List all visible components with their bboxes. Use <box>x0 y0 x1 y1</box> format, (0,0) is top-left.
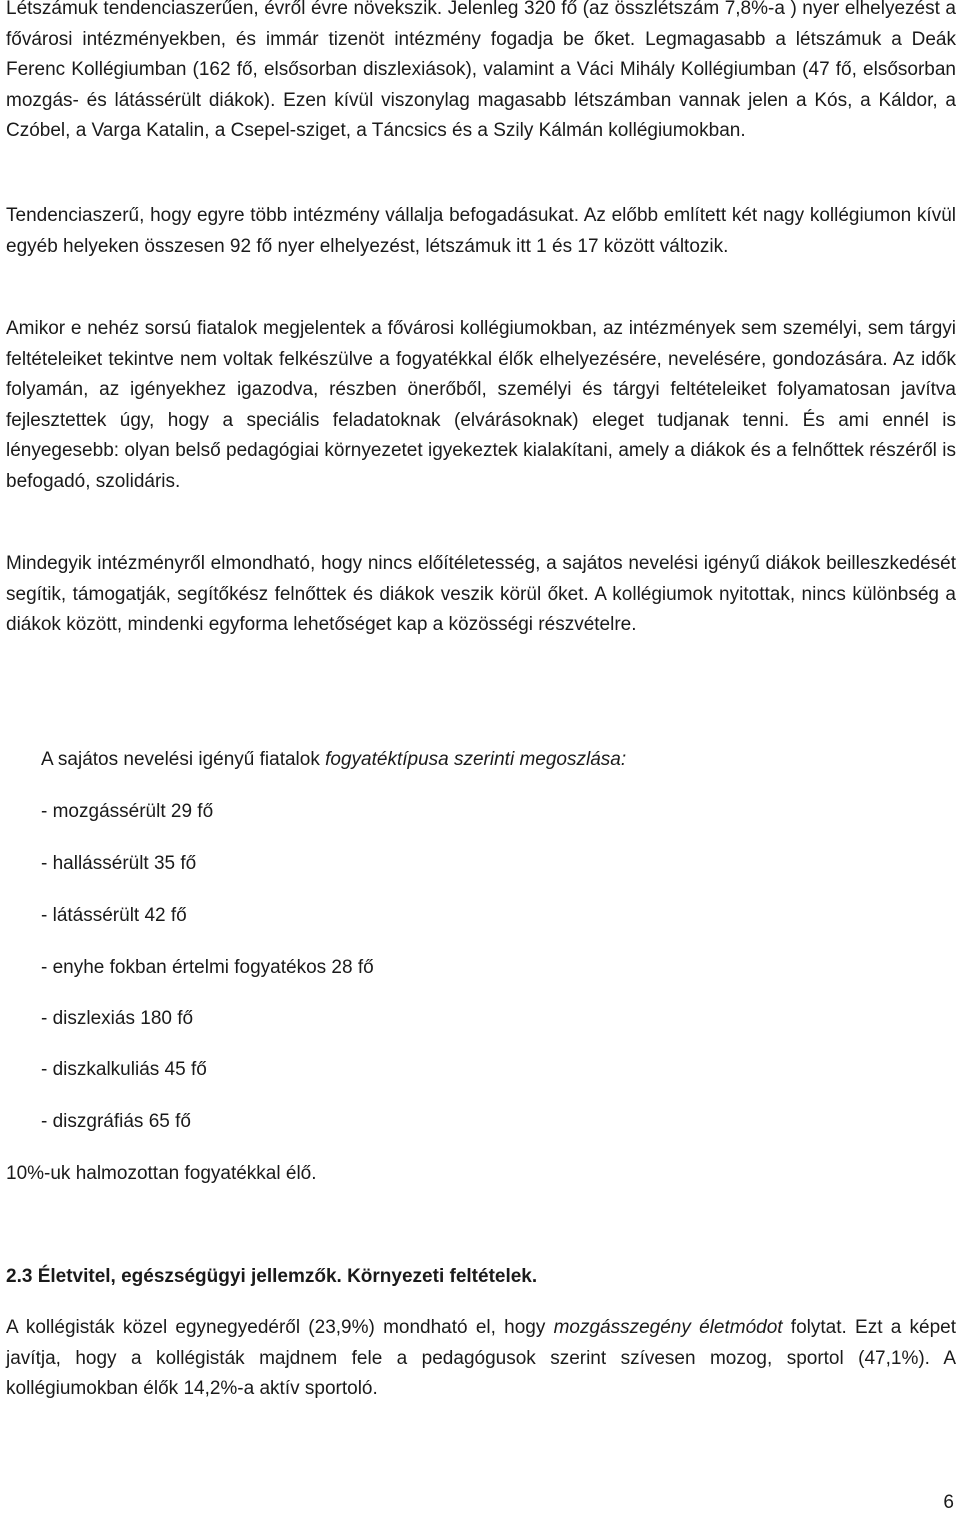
page-number: 6 <box>943 1492 954 1513</box>
distribution-item: - diszgráfiás 65 fő <box>41 1111 191 1132</box>
paragraph-conditions: Amikor e nehéz sorsú fiatalok megjelentek a fővárosi kollégiumokban, az intézmények sem személyi, sem tárgyi feltételeiket tekintve nem voltak felkészülve a fogyatékkal élők elhelyezésére, nevelésére, gondozására. Az idők folyamán, az igényekhez igazodva, részben önerőből, személyi és tárgyi feltételeiket folyamatosan javítva fejlesztettek úgy, hogy a speciális feladatoknak (elvárásoknak) eleget tudjanak tenni. És ami ennél is lényegesebb: olyan belső pedagógiai környezetet igyekeztek kialakítani, amely a diákok és a felnőttek részéről is befogadó, szolidáris. <box>6 318 956 492</box>
distribution-item: - mozgássérült 29 fő <box>41 801 214 822</box>
distribution-item: - látássérült 42 fő <box>41 905 187 926</box>
distribution-item: - hallássérült 35 fő <box>41 853 197 874</box>
paragraph-enrollment-trend: Létszámuk tendenciaszerűen, évről évre növekszik. Jelenleg 320 fő (az összlétszám 7,8%-a ) nyer elhelyezést a fővárosi intézményekben, és immár tizenöt intézmény fogadja be őket. Legmagasabb a létszámuk a Deák Ferenc Kollégiumban (162 fő, elsősorban diszlexiások), valamint a Váci Mihály Kollégiumban (47 fő, elsősorban mozgás- és látássérült diákok). Ezen kívül viszonylag magasabb létszámban vannak jelen a Kós, a Káldor, a Czóbel, a Varga Katalin, a Csepel-sziget, a Táncsics és a Szily Kálmán kollégiumokban. <box>6 0 956 142</box>
distribution-item: - diszkalkuliás 45 fő <box>41 1059 207 1080</box>
section-heading: 2.3 Életvitel, egészségügyi jellemzők. Környezeti feltételek. <box>6 1266 538 1287</box>
paragraph-institutions: Tendenciaszerű, hogy egyre több intézmény vállalja befogadásukat. Az előbb említett két nagy kollégiumon kívül egyéb helyeken összesen 92 fő nyer elhelyezést, létszámuk itt 1 és 17 között változik. <box>6 205 956 257</box>
distribution-note: 10%-uk halmozottan fogyatékkal élő. <box>6 1163 317 1184</box>
lifestyle-text-italic: mozgásszegény életmódot <box>553 1317 783 1338</box>
paragraph-inclusion: Mindegyik intézményről elmondható, hogy nincs előítéletesség, a sajátos nevelési igényű diákok beilleszkedését segítik, támogatják, segítőkész felnőttek és diákok veszik körül őket. A kollégiumok nyitottak, nincs különbség a diákok között, mindenki egyforma lehetőséget kap a közösségi részvételre. <box>6 553 956 636</box>
distribution-item: - enyhe fokban értelmi fogyatékos 28 fő <box>41 957 374 978</box>
distribution-intro-italic: fogyatéktípusa szerinti megoszlása: <box>325 749 627 770</box>
distribution-intro <box>41 748 626 772</box>
lifestyle-text-start: A kollégisták közel egynegyedéről (23,9%) mondható el, hogy <box>6 1317 554 1338</box>
distribution-item: - diszlexiás 180 fő <box>41 1008 194 1029</box>
lifestyle-text-end: folytat. Ezt a képet javítja, hogy a kollégisták majdnem fele a pedagógusok szerint szívesen mozog, sportol (47,1%). A kollégiumokban élők 14,2%-a aktív sportoló. <box>6 1317 956 1400</box>
paragraph-lifestyle <box>6 1313 956 1405</box>
distribution-intro-plain: A sajátos nevelési igényű fiatalok <box>41 749 326 770</box>
